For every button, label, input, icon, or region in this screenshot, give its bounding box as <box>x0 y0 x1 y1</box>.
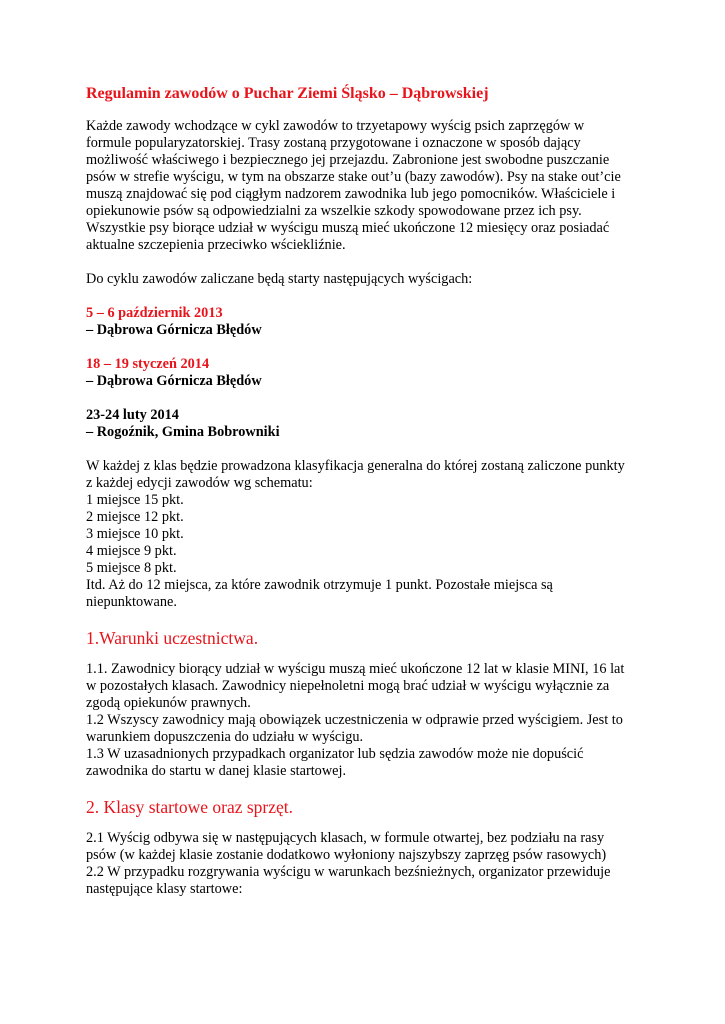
section1-line: warunkiem dopuszczenia do udziału w wyścigu. <box>86 729 364 745</box>
section2-line: psów (w każdej klasie zostanie dodatkowo wyłoniony najszybszy zaprzęg psów rasowych) <box>86 847 607 863</box>
document-page <box>86 84 646 915</box>
intro-line: opiekunowie psów są odpowiedzialni za wszelkie szkody spowodowane przez ich psy. <box>86 203 582 219</box>
section-heading-classes: 2. Klasy startowe oraz sprzęt. <box>86 797 294 817</box>
section1-line: 1.1. Zawodnicy biorący udział w wyścigu muszą mieć ukończone 12 lat w klasie MINI, 16 lat <box>86 661 625 677</box>
points-footer-line: Itd. Aż do 12 miejsca, za które zawodnik otrzymuje 1 punkt. Pozostałe miejsca są <box>86 577 553 593</box>
points-list-item: 2 miejsce 12 pkt. <box>86 509 184 525</box>
points-list-item: 4 miejsce 9 pkt. <box>86 543 177 559</box>
section1-line: 1.3 W uzasadnionych przypadkach organizator lub sędzia zawodów może nie dopuścić <box>86 746 584 762</box>
points-list <box>86 492 646 577</box>
intro-line: aktualne szczepienia przeciwko wściekliźnie. <box>86 237 346 253</box>
points-footer-line: niepunktowane. <box>86 594 177 610</box>
classification-paragraph <box>86 458 646 611</box>
classification-line: z każdej edycji zawodów wg schematu: <box>86 475 313 491</box>
event-entry <box>86 305 646 339</box>
points-list-item: 1 miejsce 15 pkt. <box>86 492 184 508</box>
section1-line: zgodą opiekunów prawnych. <box>86 695 251 711</box>
event-date: 23-24 luty 2014 <box>86 407 179 423</box>
section2-line: następujące klasy startowe: <box>86 881 243 897</box>
intro-line: Każde zawody wchodzące w cykl zawodów to trzyetapowy wyścig psich zaprzęgów w <box>86 118 585 134</box>
section1-line: w pozostałych klasach. Zawodnicy niepełnoletni mogą brać udział w wyścigu wyłącznie za <box>86 678 610 694</box>
section1-line: zawodnika do startu w danej klasie startowej. <box>86 763 347 779</box>
intro-paragraph <box>86 118 646 254</box>
intro-line: muszą znajdować się pod ciągłym nadzorem zawodnika lub jego pomocników. Właściciele i <box>86 186 616 202</box>
event-date: 5 – 6 październik 2013 <box>86 305 223 321</box>
intro-line: możliwość właściwego i bezpiecznego jej przejazdu. Zabronione jest swobodne puszczanie <box>86 152 610 168</box>
event-entry <box>86 356 646 390</box>
cycle-intro: Do cyklu zawodów zaliczane będą starty następujących wyścigach: <box>86 271 473 287</box>
intro-line: formule popularyzatorskiej. Trasy zostaną przygotowane i oznaczone w sposób dający <box>86 135 581 151</box>
section1-line: 1.2 Wszyscy zawodnicy mają obowiązek uczestniczenia w odprawie przed wyścigiem. Jest to <box>86 712 623 728</box>
section2-line: 2.1 Wyścig odbywa się w następujących klasach, w formule otwartej, bez podziału na rasy <box>86 830 605 846</box>
section2-line: 2.2 W przypadku rozgrywania wyścigu w warunkach bezśnieżnych, organizator przewiduje <box>86 864 611 880</box>
section2-paragraph <box>86 830 646 898</box>
document-title: Regulamin zawodów o Puchar Ziemi Śląsko – Dąbrowskiej <box>86 85 489 102</box>
event-entry <box>86 407 646 441</box>
intro-line: psów w strefie wyścigu, w tym na obszarze stake out’u (bazy zawodów). Psy na stake out’cie <box>86 169 621 185</box>
points-list-item: 5 miejsce 8 pkt. <box>86 560 177 576</box>
points-list-item: 3 miejsce 10 pkt. <box>86 526 184 542</box>
section1-paragraph <box>86 661 646 780</box>
classification-line: W każdej z klas będzie prowadzona klasyfikacja generalna do której zostaną zaliczone punkty <box>86 458 625 474</box>
event-date: 18 – 19 styczeń 2014 <box>86 356 210 372</box>
event-place: – Dąbrowa Górnicza Błędów <box>86 373 262 389</box>
event-place: – Dąbrowa Górnicza Błędów <box>86 322 262 338</box>
section-heading-participation: 1.Warunki uczestnictwa. <box>86 628 259 648</box>
event-place: – Rogoźnik, Gmina Bobrowniki <box>86 424 280 440</box>
intro-line: Wszystkie psy biorące udział w wyścigu muszą mieć ukończone 12 miesięcy oraz posiadać <box>86 220 610 236</box>
